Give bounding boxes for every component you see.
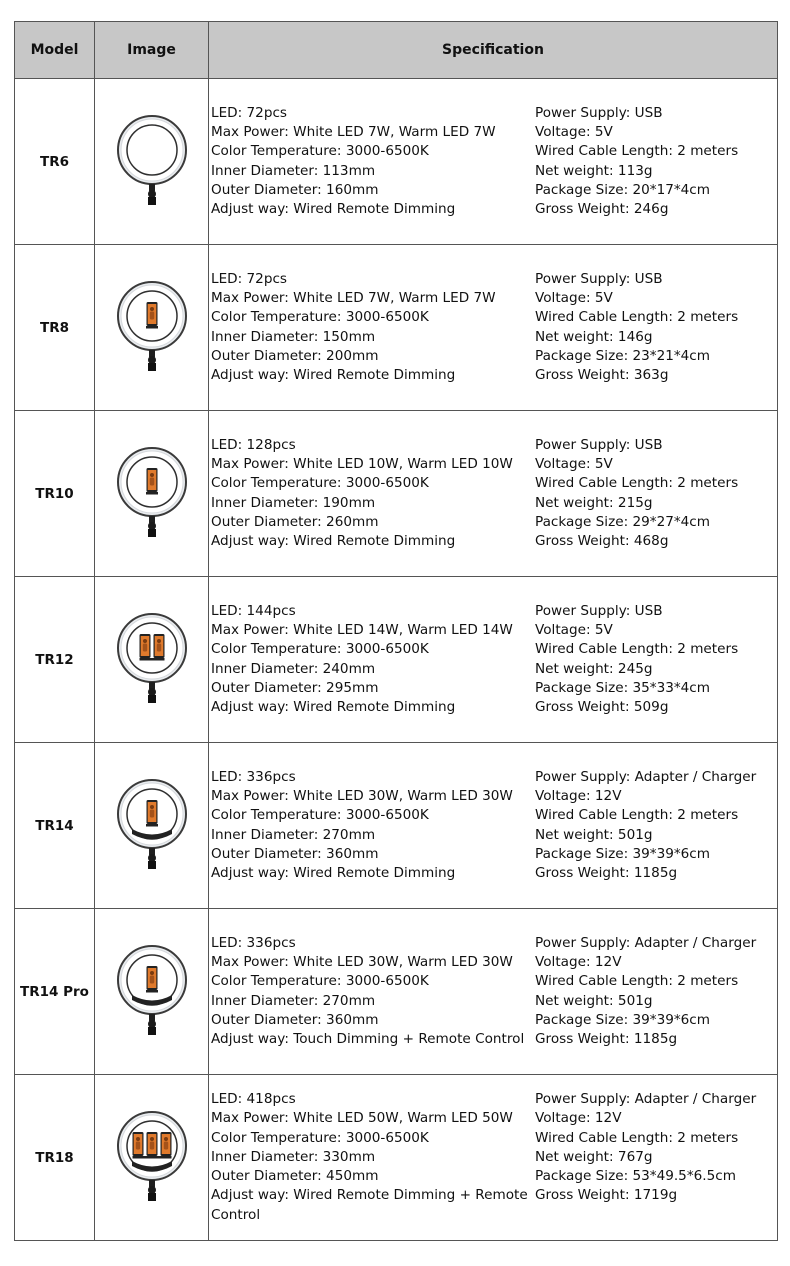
table-row	[15, 245, 778, 411]
spec-line: Color Temperature: 3000-6500K	[211, 309, 429, 326]
spec-right-column	[535, 768, 777, 883]
spec-line: Max Power: White LED 50W, Warm LED 50W	[211, 1110, 513, 1127]
spec-line: Wired Cable Length: 2 meters	[535, 1129, 739, 1146]
spec-line: Package Size: 29*27*4cm	[535, 513, 711, 530]
specification-cell	[209, 743, 778, 909]
model-name: TR14	[15, 743, 95, 909]
table-row	[15, 743, 778, 909]
product-image	[95, 909, 209, 1075]
spec-line: Net weight: 501g	[535, 992, 653, 1009]
spec-line: Power Supply: Adapter / Charger	[535, 768, 757, 785]
product-image	[95, 79, 209, 245]
spec-line: Package Size: 39*39*6cm	[535, 845, 711, 862]
spec-line: Wired Cable Length: 2 meters	[535, 475, 739, 492]
spec-line: Package Size: 20*17*4cm	[535, 181, 711, 198]
spec-line: Adjust way: Wired Remote Dimming	[211, 698, 456, 715]
spec-line: Net weight: 501g	[535, 826, 653, 843]
spec-line: Max Power: White LED 7W, Warm LED 7W	[211, 290, 496, 307]
spec-left-column	[211, 602, 535, 717]
spec-line: Gross Weight: 468g	[535, 532, 669, 549]
specification-cell	[209, 245, 778, 411]
spec-left-column	[211, 436, 535, 551]
spec-line: Wired Cable Length: 2 meters	[535, 973, 739, 990]
specification-cell	[209, 79, 778, 245]
table-row	[15, 1075, 778, 1241]
spec-line: Net weight: 215g	[535, 494, 653, 511]
spec-right-column	[535, 270, 777, 385]
spec-line: Voltage: 12V	[535, 954, 622, 971]
product-image	[95, 411, 209, 577]
spec-line: Gross Weight: 1185g	[535, 864, 678, 881]
spec-line: Wired Cable Length: 2 meters	[535, 143, 739, 160]
specification-cell	[209, 577, 778, 743]
spec-line: Adjust way: Touch Dimming + Remote Control	[211, 1030, 525, 1047]
spec-line: Wired Cable Length: 2 meters	[535, 309, 739, 326]
spec-line: Gross Weight: 363g	[535, 366, 669, 383]
spec-line: Color Temperature: 3000-6500K	[211, 1129, 429, 1146]
ring-light-icon	[112, 608, 192, 708]
spec-right-column	[535, 602, 777, 717]
spec-line: Color Temperature: 3000-6500K	[211, 143, 429, 160]
spec-left-column	[211, 768, 535, 883]
model-name: TR12	[15, 577, 95, 743]
spec-right-column	[535, 1090, 777, 1224]
spec-line: Power Supply: Adapter / Charger	[535, 1091, 757, 1108]
spec-line: Power Supply: USB	[535, 436, 663, 453]
header-image: Image	[95, 22, 209, 79]
table-row	[15, 411, 778, 577]
specification-cell	[209, 909, 778, 1075]
ring-light-icon	[112, 110, 192, 210]
spec-line: Voltage: 5V	[535, 456, 613, 473]
spec-table	[14, 21, 778, 1241]
spec-line: Color Temperature: 3000-6500K	[211, 973, 429, 990]
ring-light-icon	[112, 1106, 192, 1206]
spec-line: Power Supply: USB	[535, 602, 663, 619]
spec-line: Net weight: 767g	[535, 1148, 653, 1165]
spec-line: Net weight: 146g	[535, 328, 653, 345]
spec-line: LED: 418pcs	[211, 1091, 296, 1108]
spec-line: LED: 144pcs	[211, 602, 296, 619]
product-image	[95, 245, 209, 411]
ring-light-icon	[112, 442, 192, 542]
product-image	[95, 577, 209, 743]
spec-line: Package Size: 35*33*4cm	[535, 679, 711, 696]
spec-line: Power Supply: Adapter / Charger	[535, 934, 757, 951]
spec-line: Max Power: White LED 14W, Warm LED 14W	[211, 622, 513, 639]
spec-line: Adjust way: Wired Remote Dimming	[211, 532, 456, 549]
ring-light-icon	[112, 940, 192, 1040]
model-name: TR14 Pro	[15, 909, 95, 1075]
spec-line: Voltage: 5V	[535, 290, 613, 307]
spec-line: Color Temperature: 3000-6500K	[211, 641, 429, 658]
spec-line: LED: 72pcs	[211, 104, 288, 121]
spec-line: Gross Weight: 1185g	[535, 1030, 678, 1047]
spec-line: Outer Diameter: 260mm	[211, 513, 379, 530]
spec-line: Color Temperature: 3000-6500K	[211, 475, 429, 492]
spec-line: Inner Diameter: 190mm	[211, 494, 376, 511]
spec-line: Adjust way: Wired Remote Dimming + Remote Control	[211, 1187, 528, 1223]
spec-line: Adjust way: Wired Remote Dimming	[211, 864, 456, 881]
spec-line: Max Power: White LED 7W, Warm LED 7W	[211, 124, 496, 141]
spec-line: Package Size: 39*39*6cm	[535, 1011, 711, 1028]
spec-line: Voltage: 12V	[535, 1110, 622, 1127]
spec-line: Outer Diameter: 450mm	[211, 1168, 379, 1185]
spec-left-column	[211, 934, 535, 1049]
spec-line: LED: 72pcs	[211, 270, 288, 287]
spec-line: Gross Weight: 1719g	[535, 1187, 678, 1204]
spec-line: Package Size: 23*21*4cm	[535, 347, 711, 364]
header-row	[15, 22, 778, 79]
spec-line: Outer Diameter: 360mm	[211, 845, 379, 862]
spec-line: Power Supply: USB	[535, 270, 663, 287]
spec-line: Gross Weight: 509g	[535, 698, 669, 715]
spec-line: Net weight: 245g	[535, 660, 653, 677]
spec-line: Voltage: 5V	[535, 124, 613, 141]
product-image	[95, 743, 209, 909]
spec-line: Adjust way: Wired Remote Dimming	[211, 366, 456, 383]
model-name: TR10	[15, 411, 95, 577]
table-row	[15, 79, 778, 245]
spec-line: Outer Diameter: 360mm	[211, 1011, 379, 1028]
spec-line: LED: 128pcs	[211, 436, 296, 453]
spec-line: LED: 336pcs	[211, 934, 296, 951]
spec-left-column	[211, 104, 535, 219]
spec-line: Inner Diameter: 270mm	[211, 826, 376, 843]
spec-line: Voltage: 12V	[535, 788, 622, 805]
spec-line: Inner Diameter: 240mm	[211, 660, 376, 677]
spec-right-column	[535, 934, 777, 1049]
spec-left-column	[211, 270, 535, 385]
spec-line: Package Size: 53*49.5*6.5cm	[535, 1168, 736, 1185]
product-image	[95, 1075, 209, 1241]
spec-line: Outer Diameter: 295mm	[211, 679, 379, 696]
table-row	[15, 577, 778, 743]
spec-right-column	[535, 104, 777, 219]
spec-line: Inner Diameter: 113mm	[211, 162, 376, 179]
spec-line: Wired Cable Length: 2 meters	[535, 807, 739, 824]
spec-line: LED: 336pcs	[211, 768, 296, 785]
model-name: TR6	[15, 79, 95, 245]
spec-line: Inner Diameter: 150mm	[211, 328, 376, 345]
specification-cell	[209, 1075, 778, 1241]
header-specification: Specification	[209, 22, 778, 79]
spec-line: Inner Diameter: 270mm	[211, 992, 376, 1009]
spec-line: Gross Weight: 246g	[535, 200, 669, 217]
spec-line: Net weight: 113g	[535, 162, 653, 179]
spec-right-column	[535, 436, 777, 551]
spec-line: Outer Diameter: 200mm	[211, 347, 379, 364]
spec-line: Max Power: White LED 30W, Warm LED 30W	[211, 788, 513, 805]
table-row	[15, 909, 778, 1075]
spec-line: Wired Cable Length: 2 meters	[535, 641, 739, 658]
model-name: TR18	[15, 1075, 95, 1241]
header-model: Model	[15, 22, 95, 79]
spec-line: Adjust way: Wired Remote Dimming	[211, 200, 456, 217]
ring-light-icon	[112, 774, 192, 874]
spec-line: Max Power: White LED 30W, Warm LED 30W	[211, 954, 513, 971]
specification-cell	[209, 411, 778, 577]
spec-left-column	[211, 1090, 535, 1224]
ring-light-icon	[112, 276, 192, 376]
spec-line: Inner Diameter: 330mm	[211, 1148, 376, 1165]
spec-line: Color Temperature: 3000-6500K	[211, 807, 429, 824]
spec-line: Voltage: 5V	[535, 622, 613, 639]
spec-line: Outer Diameter: 160mm	[211, 181, 379, 198]
spec-line: Power Supply: USB	[535, 104, 663, 121]
model-name: TR8	[15, 245, 95, 411]
spec-line: Max Power: White LED 10W, Warm LED 10W	[211, 456, 513, 473]
